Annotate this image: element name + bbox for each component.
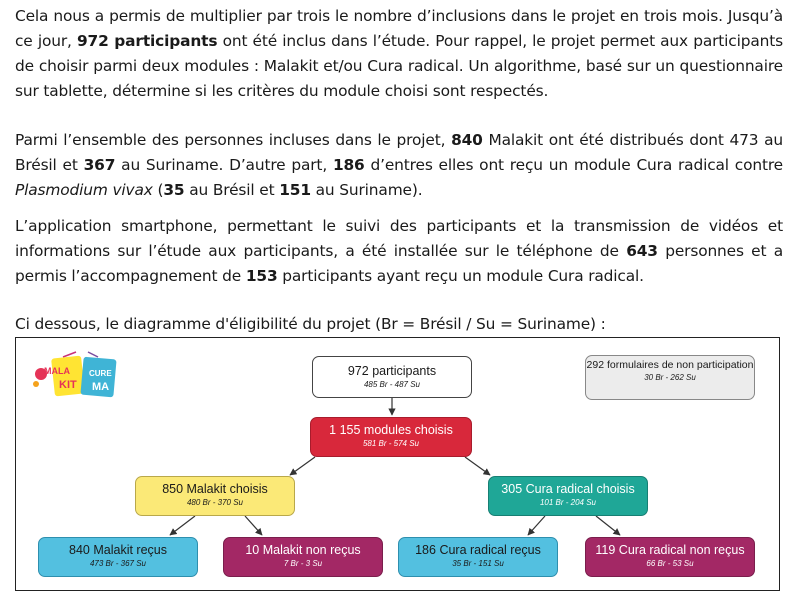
logo-text: KIT (59, 379, 77, 391)
text: Cela nous a permis de multiplier par trois le nombre d’inclusions dans le projet en trois mois. Jusqu’à ce jour, (15, 7, 783, 50)
node-cura-received (398, 537, 558, 577)
node-sub: 66 Br - 53 Su (646, 559, 694, 568)
text: ( (152, 181, 164, 199)
node-modules-chosen (310, 417, 472, 457)
bold-number: 367 (83, 156, 116, 174)
node-label: 840 Malakit reçus (69, 543, 167, 557)
paragraph-diagram-intro (15, 312, 783, 337)
node-sub: 581 Br - 574 Su (362, 439, 420, 448)
text: Malakit ont été distribués dont 473 au Brésil et (15, 131, 783, 174)
node-sub: 101 Br - 204 Su (539, 498, 597, 507)
node-malakit-received (38, 537, 198, 577)
bold-number: 153 (245, 267, 278, 285)
malakit-curema-logo (30, 350, 135, 402)
text: ont été inclus dans l’étude. Pour rappel, le projet permet aux participants de choisir parmi deux modules : Malakit et/ou Cura radical. Un algorithme, basé sur un questionnaire sur tablette, détermine si les critères du module choisi sont respectés. (15, 32, 783, 100)
logo-text: MALA (44, 366, 70, 376)
node-label: 972 participants (347, 364, 437, 378)
node-cura-not-received (585, 537, 755, 577)
node-label: 292 formulaires de non participation (586, 359, 754, 371)
node-label: 186 Cura radical reçus (415, 543, 541, 557)
text: participants ayant reçu un module Cura radical. (277, 267, 644, 285)
text: au Brésil et (184, 181, 280, 199)
node-malakit-not-received (223, 537, 383, 577)
node-label: 850 Malakit choisis (162, 482, 268, 496)
node-label: 1 155 modules choisis (329, 423, 453, 437)
paragraph-smartphone-app (15, 214, 783, 289)
node-label: 305 Cura radical choisis (501, 482, 635, 496)
bold-number: 35 (163, 181, 185, 199)
node-sub: 7 Br - 3 Su (283, 559, 323, 568)
text: Ci dessous, le diagramme d'éligibilité du projet (Br = Brésil / Su = Suriname) : (15, 315, 606, 333)
node-label: 119 Cura radical non reçus (595, 543, 745, 557)
node-cura-chosen (488, 476, 648, 516)
bold-number: 186 (332, 156, 365, 174)
paragraph-inclusions (15, 4, 783, 104)
text: L’application smartphone, permettant le suivi des participants et la transmission de vidéos et informations sur l’étude aux participants, a été installée sur le téléphone de (15, 217, 783, 260)
text: au Suriname). (310, 181, 423, 199)
node-label: 10 Malakit non reçus (245, 543, 361, 557)
node-sub: 485 Br - 487 Su (363, 380, 421, 389)
node-sub: 35 Br - 151 Su (452, 559, 504, 568)
node-non-participation-forms (585, 355, 755, 400)
paragraph-distribution (15, 128, 783, 203)
italic-species: Plasmodium vivax (15, 181, 153, 199)
logo-text: MA (92, 381, 110, 393)
bold-number: 151 (279, 181, 311, 199)
logo-text: CURE (89, 369, 112, 378)
bold-number: 840 (451, 131, 483, 149)
node-sub: 30 Br - 262 Su (644, 373, 696, 382)
text: personnes et a permis l’accompagnement de (15, 242, 783, 285)
text: d’entres elles ont reçu un module Cura radical contre (364, 156, 783, 174)
node-malakit-chosen (135, 476, 295, 516)
text: au Suriname. D’autre part, (115, 156, 333, 174)
node-sub: 473 Br - 367 Su (89, 559, 147, 568)
node-sub: 480 Br - 370 Su (186, 498, 244, 507)
text: Parmi l’ensemble des personnes incluses dans le projet, (15, 131, 452, 149)
bold-number: 643 (626, 242, 658, 260)
bold-participants: 972 participants (76, 32, 218, 50)
node-total-participants (312, 356, 472, 398)
